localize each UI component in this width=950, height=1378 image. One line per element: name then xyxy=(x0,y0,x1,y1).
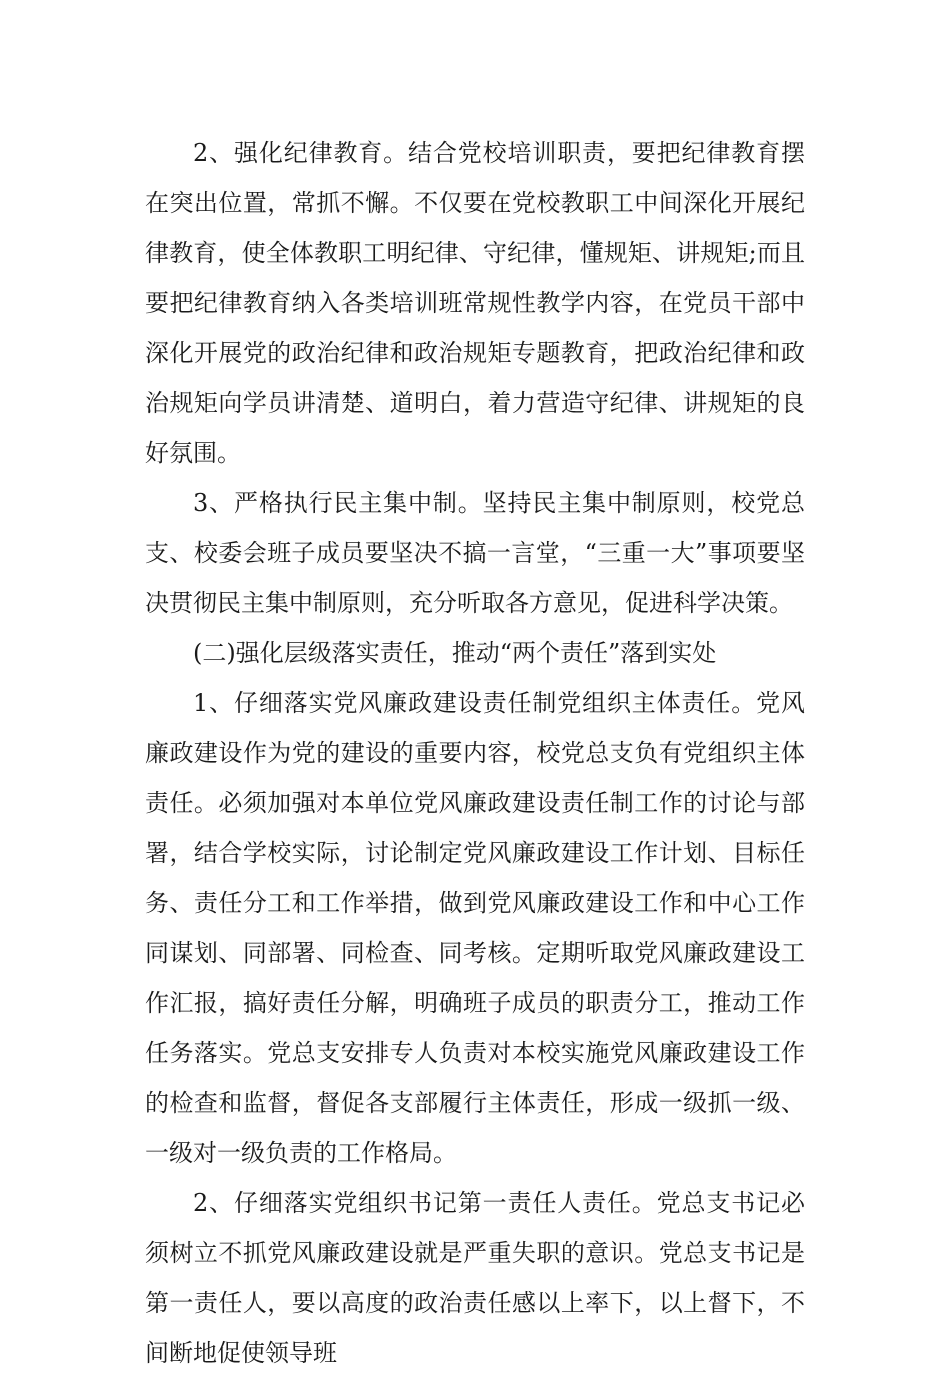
paragraph-democratic-centralism: 3、严格执行民主集中制。坚持民主集中制原则，校党总支、校委会班子成员要坚决不搞一言堂，“三重一大”事项要坚决贯彻民主集中制原则，充分听取各方意见，促进科学决策。 xyxy=(145,489,805,617)
section-heading-two-responsibilities: (二)强化层级落实责任，推动“两个责任”落到实处 xyxy=(193,639,717,667)
paragraph-discipline-education: 2、强化纪律教育。结合党校培训职责，要把纪律教育摆在突出位置，常抓不懈。不仅要在党校教职工中间深化开展纪律教育，使全体教职工明纪律、守纪律，懂规矩、讲规矩;而且要把纪律教育纳入各类培训班常规性教学内容，在党员干部中深化开展党的政治纪律和政治规矩专题教育，把政治纪律和政治规矩向学员讲清楚、道明白，着力营造守纪律、讲规矩的良好氛围。 xyxy=(145,139,805,467)
paragraph-secretary-responsibility: 2、仔细落实党组织书记第一责任人责任。党总支书记必须树立不抓党风廉政建设就是严重失职的意识。党总支书记是第一责任人，要以高度的政治责任感以上率下，以上督下，不间断地促使领导班 xyxy=(145,1189,805,1367)
paragraph-organization-responsibility: 1、仔细落实党风廉政建设责任制党组织主体责任。党风廉政建设作为党的建设的重要内容，校党总支负有党组织主体责任。必须加强对本单位党风廉政建设责任制工作的讨论与部署，结合学校实际，讨论制定党风廉政建设工作计划、目标任务、责任分工和工作举措，做到党风廉政建设工作和中心工作同谋划、同部署、同检查、同考核。定期听取党风廉政建设工作汇报，搞好责任分解，明确班子成员的职责分工，推动工作任务落实。党总支安排专人负责对本校实施党风廉政建设工作的检查和监督，督促各支部履行主体责任，形成一级抓一级、一级对一级负责的工作格局。 xyxy=(145,689,805,1167)
document-body xyxy=(145,128,805,1378)
